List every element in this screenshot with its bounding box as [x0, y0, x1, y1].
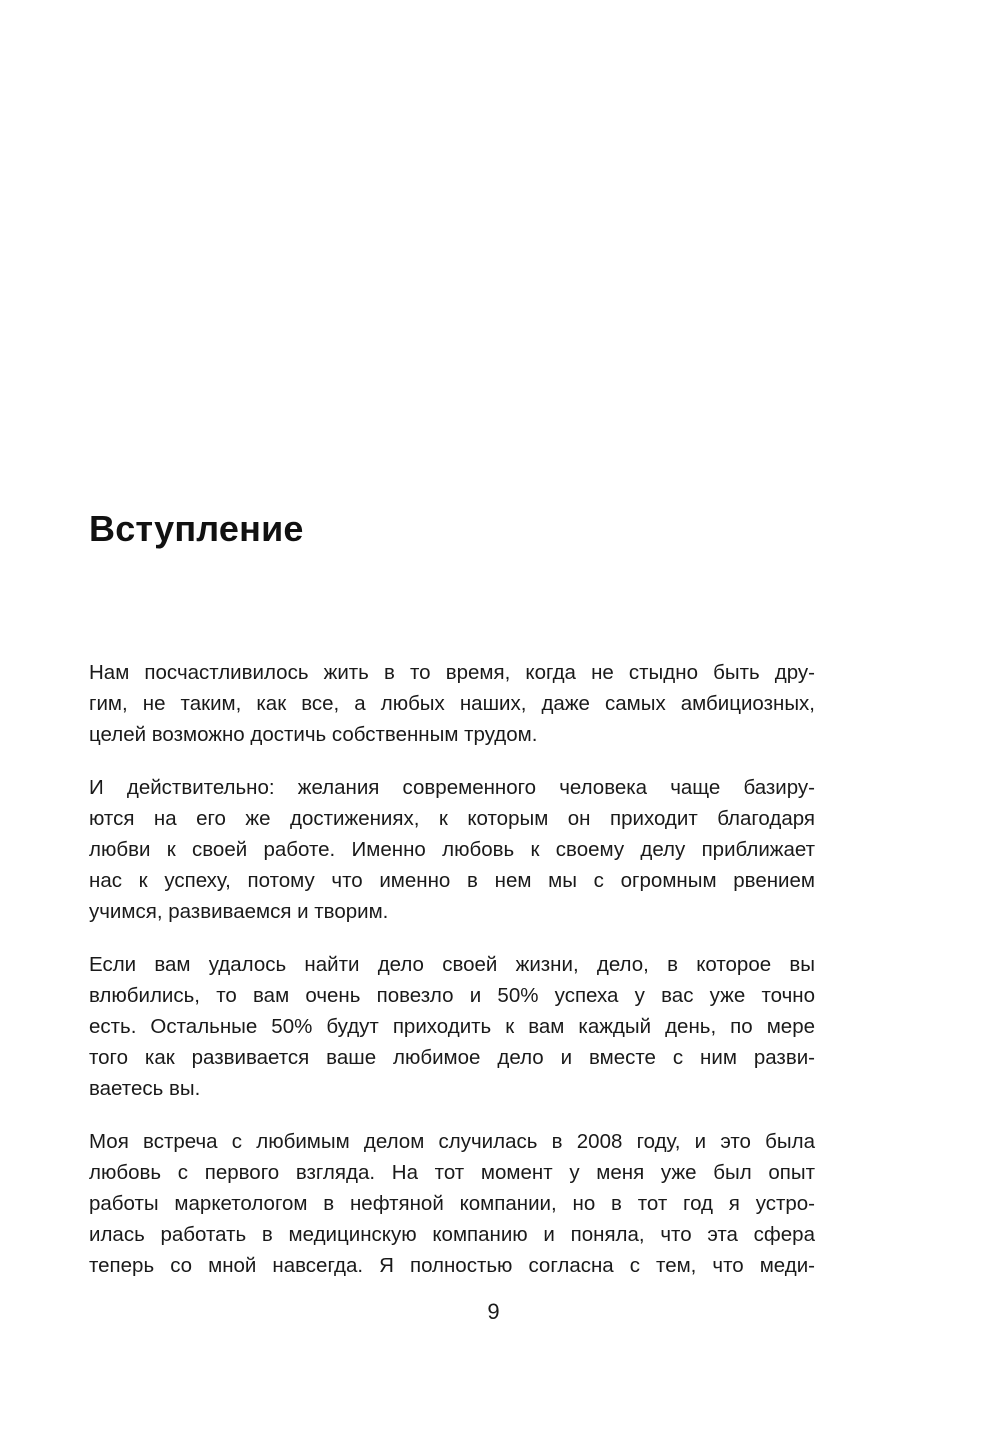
text-line: илась работать в медицинскую компанию и поняла, что эта сфера [89, 1223, 815, 1246]
chapter-title: Вступление [89, 508, 304, 549]
text-line: нас к успеху, потому что именно в нем мы с огромным рвением [89, 869, 815, 892]
text-line: И действительно: желания современного человека чаще базиру- [89, 776, 815, 799]
text-line: есть. Остальные 50% будут приходить к вам каждый день, по мере [89, 1015, 815, 1038]
text-line: Если вам удалось найти дело своей жизни, дело, в которое вы [89, 953, 815, 976]
text-line: работы маркетологом в нефтяной компании, но в тот год я устро- [89, 1192, 815, 1215]
paragraph-2 [89, 772, 815, 927]
text-line: теперь со мной навсегда. Я полностью согласна с тем, что меди- [89, 1254, 815, 1277]
text-line: ются на его же достижениях, к которым он приходит благодаря [89, 807, 815, 830]
text-line: того как развивается ваше любимое дело и вместе с ним разви- [89, 1046, 815, 1069]
text-line: любви к своей работе. Именно любовь к своему делу приближает [89, 838, 815, 861]
text-line: гим, не таким, как все, а любых наших, даже самых амбициозных, [89, 692, 815, 715]
text-line: любовь с первого взгляда. На тот момент у меня уже был опыт [89, 1161, 815, 1184]
text-line: учимся, развиваемся и творим. [89, 900, 389, 923]
page-number: 9 [487, 1299, 500, 1324]
paragraph-1 [89, 657, 815, 750]
text-line: Моя встреча с любимым делом случилась в 2008 году, и это была [89, 1130, 815, 1153]
text-line: влюбились, то вам очень повезло и 50% успеха у вас уже точно [89, 984, 815, 1007]
body-text [89, 657, 815, 1303]
text-line: Нам посчастливилось жить в то время, когда не стыдно быть дру- [89, 661, 815, 684]
paragraph-4 [89, 1126, 815, 1281]
paragraph-3 [89, 949, 815, 1104]
text-line: ваетесь вы. [89, 1077, 201, 1100]
text-line: целей возможно достичь собственным трудом. [89, 723, 538, 746]
